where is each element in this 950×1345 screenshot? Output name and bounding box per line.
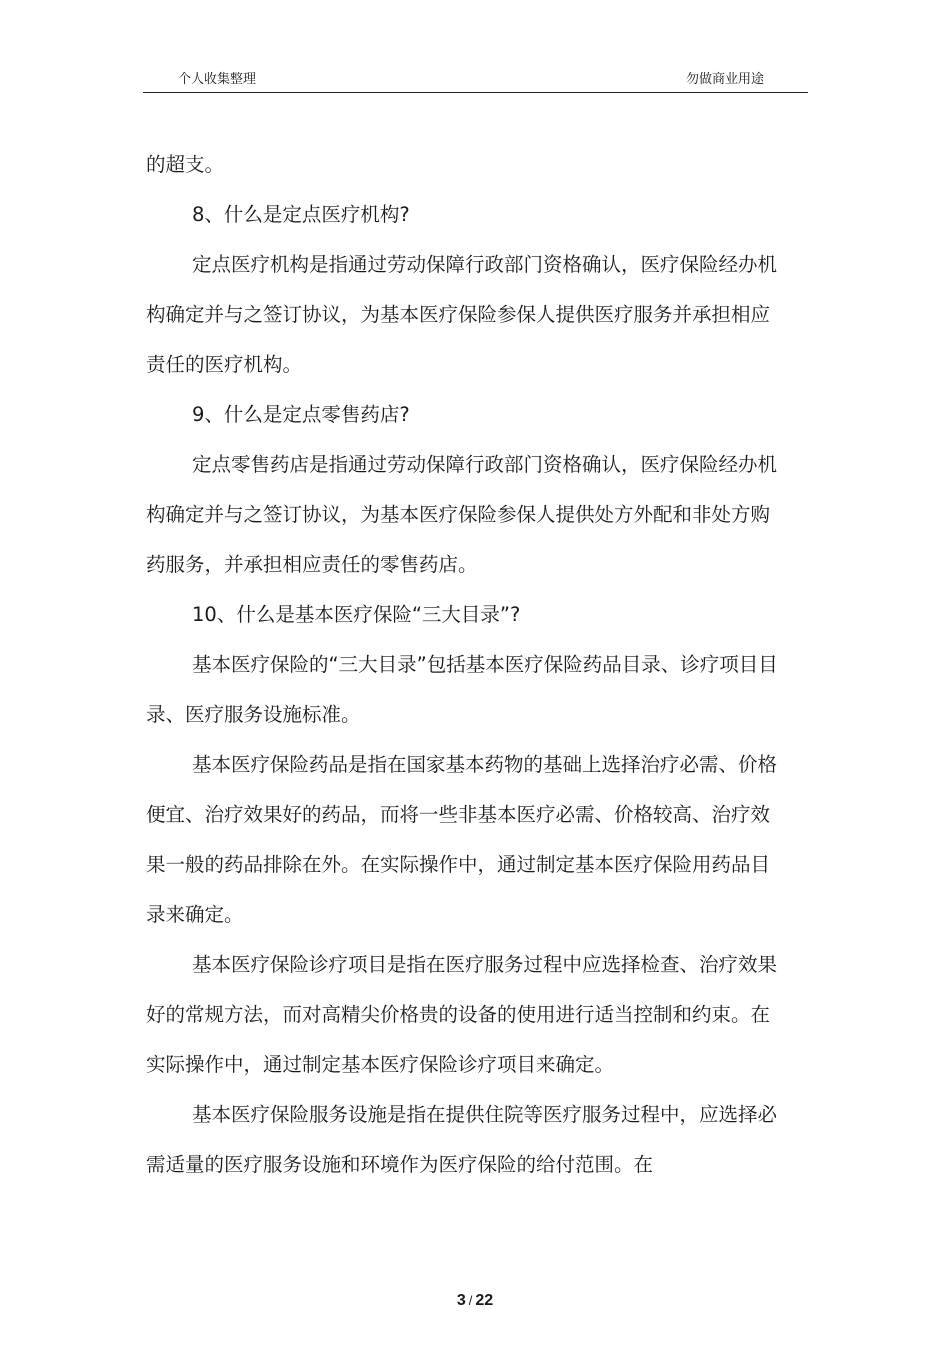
question-10: 10、什么是基本医疗保险“三大目录”? <box>192 603 521 626</box>
page-separator: / <box>468 1293 473 1308</box>
header-right-text: 勿做商业用途 <box>685 72 764 87</box>
paragraph-continuation: 的超支。 <box>146 153 225 176</box>
header-left-text: 个人收集整理 <box>178 72 257 87</box>
answer-10-treatments: 基本医疗保险诊疗项目是指在医疗服务过程中应选择检查、治疗效果好的常规方法，而对高精尖价格贵的设备的使用进行适当控制和约束。在实际操作中，通过制定基本医疗保险诊疗项目来确定。 <box>146 953 778 1076</box>
question-8: 8、什么是定点医疗机构? <box>192 203 410 226</box>
total-pages: 22 <box>475 1292 494 1309</box>
header-divider <box>143 92 808 93</box>
answer-9: 定点零售药店是指通过劳动保障行政部门资格确认，医疗保险经办机构确定并与之签订协议，为基本医疗保险参保人提供处方外配和非处方购药服务，并承担相应责任的零售药店。 <box>146 453 778 576</box>
answer-10-intro: 基本医疗保险的“三大目录”包括基本医疗保险药品目录、诊疗项目目录、医疗服务设施标准。 <box>146 653 778 726</box>
page-number <box>0 1292 950 1310</box>
question-9: 9、什么是定点零售药店? <box>192 403 410 426</box>
answer-10-drugs: 基本医疗保险药品是指在国家基本药物的基础上选择治疗必需、价格便宜、治疗效果好的药品，而将一些非基本医疗必需、价格较高、治疗效果一般的药品排除在外。在实际操作中，通过制定基本医疗保险用药品目录来确定。 <box>146 753 778 926</box>
document-body <box>146 140 786 1190</box>
answer-10-facilities: 基本医疗保险服务设施是指在提供住院等医疗服务过程中，应选择必需适量的医疗服务设施和环境作为医疗保险的给付范围。在 <box>146 1103 778 1176</box>
current-page: 3 <box>456 1292 466 1309</box>
answer-8: 定点医疗机构是指通过劳动保障行政部门资格确认，医疗保险经办机构确定并与之签订协议，为基本医疗保险参保人提供医疗服务并承担相应责任的医疗机构。 <box>146 253 778 376</box>
